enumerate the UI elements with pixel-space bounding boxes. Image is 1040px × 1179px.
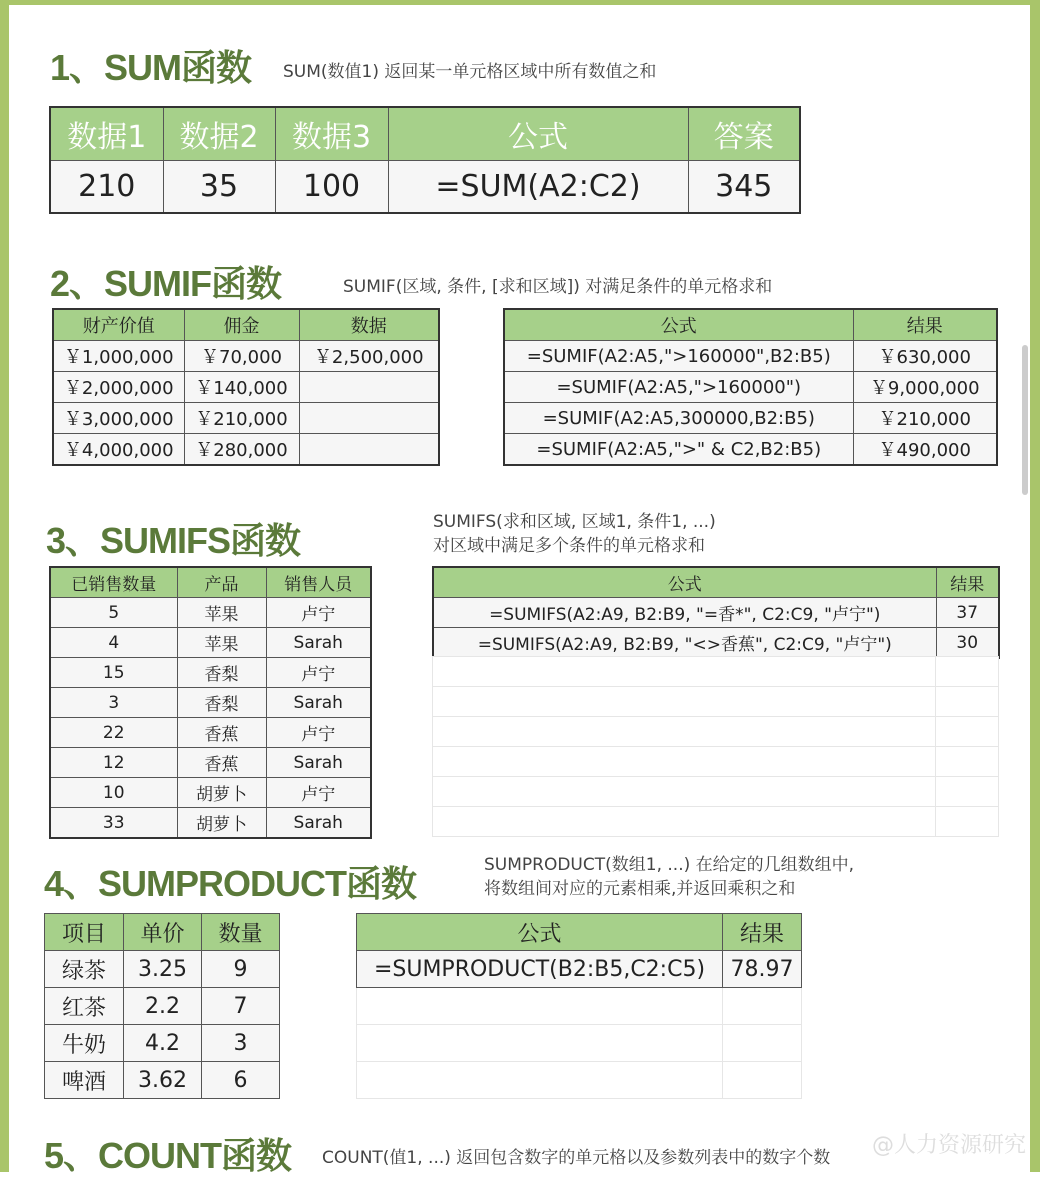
- table-row: [504, 372, 997, 403]
- empty-cell: [433, 687, 936, 717]
- table-cell: 4: [50, 628, 177, 658]
- column-header: 公式: [504, 309, 853, 341]
- empty-cell: [936, 807, 999, 837]
- table-cell: [299, 403, 439, 434]
- sumif-formula-table: [503, 308, 998, 466]
- section-title-count: 5、COUNT函数: [44, 1135, 292, 1176]
- table-cell: ￥4,000,000: [53, 434, 184, 466]
- table-row: [53, 403, 439, 434]
- table-row: [504, 341, 997, 372]
- table-cell: [299, 372, 439, 403]
- table-cell: 3.25: [124, 951, 202, 988]
- column-header: 数据3: [275, 107, 388, 161]
- table-cell: 卢宁: [266, 778, 371, 808]
- column-header: 结果: [853, 309, 997, 341]
- empty-cell: [433, 657, 936, 687]
- table-cell: =SUMIF(A2:A5,">" & C2,B2:B5): [504, 434, 853, 466]
- table-row: [45, 951, 280, 988]
- table-cell: 210: [50, 161, 163, 214]
- empty-cell: [723, 1062, 802, 1099]
- table-cell: 15: [50, 658, 177, 688]
- header-row: [433, 567, 999, 598]
- table-cell: 78.97: [723, 951, 802, 988]
- table-cell: 30: [936, 628, 999, 659]
- empty-row: [433, 657, 999, 687]
- column-header: 单价: [124, 914, 202, 951]
- empty-row: [433, 777, 999, 807]
- empty-cell: [433, 747, 936, 777]
- table-cell: ￥1,000,000: [53, 341, 184, 372]
- section-title-sumproduct: 4、SUMPRODUCT函数: [44, 863, 417, 904]
- empty-cell: [357, 988, 723, 1025]
- empty-cell: [936, 717, 999, 747]
- table-row: [50, 748, 371, 778]
- column-header: 答案: [688, 107, 800, 161]
- table-cell: 12: [50, 748, 177, 778]
- table-cell: =SUMIF(A2:A5,">160000",B2:B5): [504, 341, 853, 372]
- empty-cell: [433, 717, 936, 747]
- empty-cell: [936, 657, 999, 687]
- column-header: 结果: [936, 567, 999, 598]
- column-header: 产品: [177, 567, 266, 598]
- header-row: [53, 309, 439, 341]
- table-cell: 绿茶: [45, 951, 124, 988]
- page-frame-right: [1030, 0, 1040, 1172]
- watermark: @人力资源研究: [871, 1133, 1026, 1158]
- table-row: [50, 161, 800, 214]
- page-frame-left: [0, 0, 9, 1172]
- section-desc-sumifs: 对区域中满足多个条件的单元格求和: [433, 536, 705, 556]
- table-cell: 3: [50, 688, 177, 718]
- table-cell: 香梨: [177, 658, 266, 688]
- table-row: [504, 434, 997, 466]
- table-cell: 胡萝卜: [177, 778, 266, 808]
- section-desc-sumif: SUMIF(区域, 条件, [求和区域]) 对满足条件的单元格求和: [343, 277, 773, 297]
- header-row: [357, 914, 802, 951]
- table-cell: =SUM(A2:C2): [388, 161, 688, 214]
- table-cell: ￥210,000: [184, 403, 299, 434]
- table-row: [433, 598, 999, 628]
- table-cell: ￥630,000: [853, 341, 997, 372]
- table-cell: 3.62: [124, 1062, 202, 1099]
- header-row: [45, 914, 280, 951]
- table-row: [45, 988, 280, 1025]
- table-cell: 100: [275, 161, 388, 214]
- table-cell: ￥9,000,000: [853, 372, 997, 403]
- table-cell: 35: [163, 161, 275, 214]
- section-desc-sum: SUM(数值1) 返回某一单元格区域中所有数值之和: [283, 62, 657, 82]
- table-row: [504, 403, 997, 434]
- section-desc-sumproduct: 将数组间对应的元素相乘,并返回乘积之和: [484, 879, 796, 899]
- table-row: [357, 951, 802, 988]
- empty-cell: [936, 777, 999, 807]
- table-row: [50, 808, 371, 839]
- table-cell: ￥2,500,000: [299, 341, 439, 372]
- table-cell: 苹果: [177, 628, 266, 658]
- table-cell: 香蕉: [177, 748, 266, 778]
- table-cell: 5: [50, 598, 177, 628]
- column-header: 项目: [45, 914, 124, 951]
- sumproduct-formula-table: [356, 913, 802, 1099]
- table-cell: 啤酒: [45, 1062, 124, 1099]
- table-row: [50, 658, 371, 688]
- empty-row: [357, 1062, 802, 1099]
- empty-row: [357, 988, 802, 1025]
- table-cell: 胡萝卜: [177, 808, 266, 839]
- table-cell: ￥3,000,000: [53, 403, 184, 434]
- table-cell: 4.2: [124, 1025, 202, 1062]
- table-cell: 苹果: [177, 598, 266, 628]
- empty-cell: [433, 777, 936, 807]
- table-cell: 香蕉: [177, 718, 266, 748]
- table-cell: 37: [936, 598, 999, 628]
- sumifs-formula-table: [432, 566, 1000, 659]
- table-cell: =SUMIFS(A2:A9, B2:B9, "=香*", C2:C9, "卢宁"): [433, 598, 936, 628]
- table-row: [53, 434, 439, 466]
- empty-cell: [936, 687, 999, 717]
- header-row: [50, 107, 800, 161]
- table-row: [50, 778, 371, 808]
- column-header: 已销售数量: [50, 567, 177, 598]
- empty-cell: [936, 747, 999, 777]
- table-cell: 卢宁: [266, 718, 371, 748]
- column-header: 公式: [388, 107, 688, 161]
- table-cell: 香梨: [177, 688, 266, 718]
- empty-row: [433, 717, 999, 747]
- table-cell: 卢宁: [266, 598, 371, 628]
- sumproduct-data-table: [44, 913, 280, 1099]
- table-cell: 9: [202, 951, 280, 988]
- table-cell: ￥2,000,000: [53, 372, 184, 403]
- table-cell: 345: [688, 161, 800, 214]
- table-cell: =SUMIF(A2:A5,300000,B2:B5): [504, 403, 853, 434]
- section-title-sumifs: 3、SUMIFS函数: [46, 520, 301, 561]
- table-cell: 33: [50, 808, 177, 839]
- column-header: 数据2: [163, 107, 275, 161]
- section-title-sum: 1、SUM函数: [50, 47, 252, 88]
- table-row: [50, 598, 371, 628]
- empty-cell: [433, 807, 936, 837]
- table-cell: =SUMIF(A2:A5,">160000"): [504, 372, 853, 403]
- table-cell: [299, 434, 439, 466]
- empty-cell: [723, 1025, 802, 1062]
- empty-row: [433, 687, 999, 717]
- sum-table: [49, 106, 801, 214]
- table-row: [50, 628, 371, 658]
- empty-row: [433, 807, 999, 837]
- table-cell: Sarah: [266, 688, 371, 718]
- column-header: 佣金: [184, 309, 299, 341]
- sumifs-data-table: [49, 566, 372, 839]
- empty-row: [357, 1025, 802, 1062]
- table-cell: Sarah: [266, 808, 371, 839]
- section-desc-count: COUNT(值1, ...) 返回包含数字的单元格以及参数列表中的数字个数: [322, 1148, 831, 1168]
- column-header: 公式: [433, 567, 936, 598]
- table-row: [433, 628, 999, 659]
- empty-row: [433, 747, 999, 777]
- table-cell: ￥280,000: [184, 434, 299, 466]
- section-desc-sumproduct-syntax: SUMPRODUCT(数组1, ...) 在给定的几组数组中,: [484, 855, 855, 875]
- section-desc-sumifs-syntax: SUMIFS(求和区域, 区域1, 条件1, ...): [433, 512, 716, 532]
- empty-cell: [357, 1025, 723, 1062]
- table-cell: =SUMPRODUCT(B2:B5,C2:C5): [357, 951, 723, 988]
- table-row: [45, 1025, 280, 1062]
- column-header: 数量: [202, 914, 280, 951]
- table-row: [53, 341, 439, 372]
- table-row: [50, 688, 371, 718]
- table-cell: ￥70,000: [184, 341, 299, 372]
- header-row: [504, 309, 997, 341]
- table-cell: =SUMIFS(A2:A9, B2:B9, "<>香蕉", C2:C9, "卢宁"): [433, 628, 936, 659]
- table-cell: ￥140,000: [184, 372, 299, 403]
- table-row: [53, 372, 439, 403]
- header-row: [50, 567, 371, 598]
- page-frame-top: [0, 0, 1040, 5]
- table-cell: Sarah: [266, 748, 371, 778]
- table-cell: 红茶: [45, 988, 124, 1025]
- table-cell: 牛奶: [45, 1025, 124, 1062]
- table-row: [50, 718, 371, 748]
- column-header: 销售人员: [266, 567, 371, 598]
- column-header: 数据1: [50, 107, 163, 161]
- column-header: 公式: [357, 914, 723, 951]
- sumifs-empty-grid: [432, 656, 999, 837]
- table-cell: 2.2: [124, 988, 202, 1025]
- table-row: [45, 1062, 280, 1099]
- column-header: 财产价值: [53, 309, 184, 341]
- empty-cell: [357, 1062, 723, 1099]
- table-cell: 6: [202, 1062, 280, 1099]
- column-header: 数据: [299, 309, 439, 341]
- table-cell: 10: [50, 778, 177, 808]
- table-cell: 3: [202, 1025, 280, 1062]
- table-cell: ￥210,000: [853, 403, 997, 434]
- empty-cell: [723, 988, 802, 1025]
- table-cell: 22: [50, 718, 177, 748]
- sumif-data-table: [52, 308, 440, 466]
- column-header: 结果: [723, 914, 802, 951]
- table-cell: 卢宁: [266, 658, 371, 688]
- scrollbar[interactable]: [1022, 345, 1028, 495]
- table-cell: 7: [202, 988, 280, 1025]
- table-cell: Sarah: [266, 628, 371, 658]
- table-cell: ￥490,000: [853, 434, 997, 466]
- section-title-sumif: 2、SUMIF函数: [50, 263, 282, 304]
